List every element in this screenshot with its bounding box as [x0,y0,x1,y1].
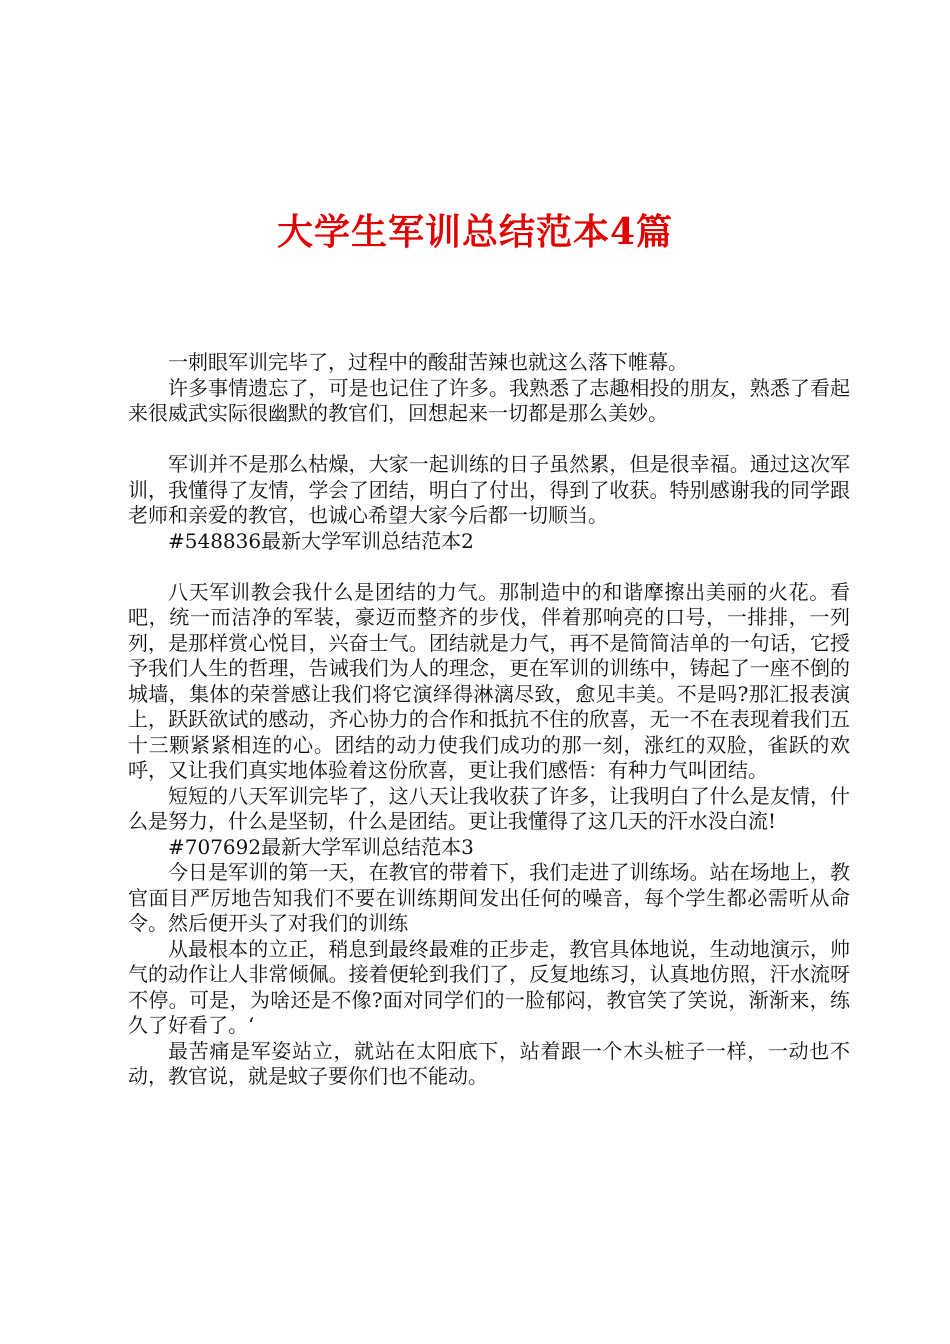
paragraph: 八天军训教会我什么是团结的力气。那制造中的和谐摩擦出美丽的火花。看吧，统一而洁净的军装，豪迈而整齐的步伐，伴着那响亮的口号，一排排，一列列，是那样赏心悦目，兴奋士气。团结就是力气，再不是简简洁单的一句话，它授予我们人生的哲理，告诫我们为人的理念，更在军训的训练中，铸起了一座不倒的城墙，集体的荣誉感让我们将它演绎得淋漓尽致，愈见丰美。不是吗?那汇报表演上，跃跃欲试的感动，齐心协力的合作和抵抗不住的欣喜，无一不在表现着我们五十三颗紧紧相连的心。团结的动力使我们成功的那一刻，涨红的双脸，雀跃的欢呼，又让我们真实地体验着这份欣喜，更让我们感悟：有种力气叫团结。 [128,579,850,782]
section-heading: #707692最新大学军训总结范本3 [168,834,474,859]
section-heading: #548836最新大学军训总结范本2 [168,528,474,553]
paragraph: 许多事情遗忘了，可是也记住了许多。我熟悉了志趣相投的朋友，熟悉了看起来很威武实际很幽默的教官们，回想起来一切都是那么美妙。 [128,375,850,425]
paragraph: 短短的八天军训完毕了，这八天让我收获了许多，让我明白了什么是友情，什么是努力，什么是坚韧，什么是团结。更让我懂得了这几天的汗水没白流! [128,783,850,833]
document-body [128,350,850,1090]
paragraph: 今日是军训的第一天，在教官的带着下，我们走进了训练场。站在场地上，教官面目严厉地告知我们不要在训练期间发出任何的噪音，每个学生都必需听从命令。然后便开头了对我们的训练 [128,860,850,935]
paragraph: 军训并不是那么枯燥，大家一起训练的日子虽然累，但是很幸福。通过这次军训，我懂得了友情，学会了团结，明白了付出，得到了收获。特别感谢我的同学跟老师和亲爱的教官，也诚心希望大家今后都一切顺当。 [128,452,850,527]
paragraph: 从最根本的立正，稍息到最终最难的正步走，教官具体地说，生动地演示，帅气的动作让人非常倾佩。接着便轮到我们了，反复地练习，认真地仿照，汗水流呀不停。可是，为啥还是不像?面对同学们的一脸郁闷，教官笑了笑说，渐渐来，练久了好看了。‘ [128,936,850,1037]
paragraph: 最苦痛是军姿站立，就站在太阳底下，站着跟一个木头桩子一样，一动也不动，教官说，就是蚊子要你们也不能动。 [128,1038,850,1088]
paragraph: 一刺眼军训完毕了，过程中的酸甜苦辣也就这么落下帷幕。 [168,350,688,374]
document-title: 大学生军训总结范本4篇 [276,211,674,253]
